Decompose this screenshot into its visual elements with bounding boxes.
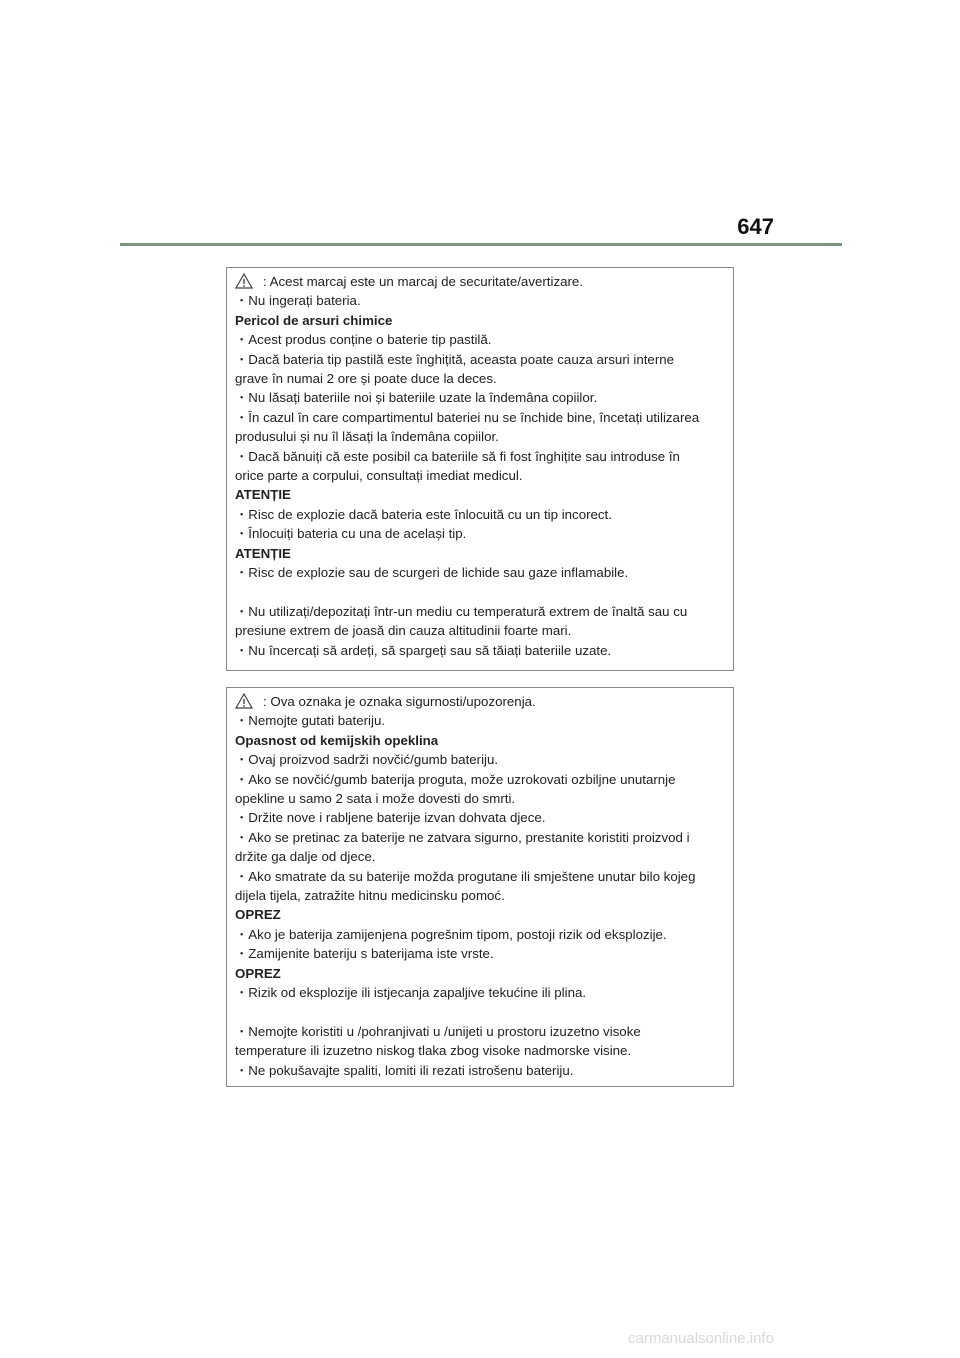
section-heading: ATENȚIE [235,487,291,503]
warning-intro-line: : Acest marcaj este un marcaj de securitate/avertizare. [235,272,733,291]
text-line: produsului și nu îl lăsați la îndemâna copiilor. [235,429,499,445]
text-line: ・Risc de explozie dacă bateria este înlocuită cu un tip incorect. [235,506,612,522]
warning-box-romanian [226,267,734,671]
text-line: ・Ako je baterija zamijenjena pogrešnim tipom, postoji rizik od eksplozije. [235,926,667,942]
text-line: ・Zamijenite bateriju s baterijama iste vrste. [235,946,494,962]
text-line: ・Acest produs conține o baterie tip pastilă. [235,332,492,348]
text-line: ・Risc de explozie sau de scurgeri de lichide sau gaze inflamabile. [235,565,629,581]
section-heading: ATENȚIE [235,545,291,561]
text-line: presiune extrem de joasă din cauza altitudinii foarte mari. [235,623,572,639]
text-line: ・Nu lăsați bateriile noi și bateriile uzate la îndemâna copiilor. [235,390,598,406]
warning-box-croatian [226,687,734,1087]
warning-triangle-icon [235,273,253,289]
text-line: ・Înlocuiți bateria cu una de același tip. [235,526,467,542]
text-line: ・Držite nove i rabljene baterije izvan dohvata djece. [235,810,546,826]
section-heading: OPREZ [235,907,281,923]
text-line: ・Nu utilizați/depozitați într-un mediu cu temperatură extrem de înaltă sau cu [235,603,688,619]
header-rule [120,243,842,246]
spacer [235,583,733,602]
text-line: ・Ako se novčić/gumb baterija proguta, može uzrokovati ozbiljne unutarnje [235,771,676,787]
text-line: grave în numai 2 ore și poate duce la deces. [235,371,497,387]
section-heading: OPREZ [235,965,281,981]
warning-intro-line: : Ova oznaka je oznaka sigurnosti/upozorenja. [235,692,733,711]
section-heading: Opasnost od kemijskih opeklina [235,732,439,748]
text-line: ・Ne pokušavajte spaliti, lomiti ili rezati istrošenu bateriju. [235,1062,574,1078]
spacer [235,1003,733,1022]
text-line: ・În cazul în care compartimentul bateriei nu se închide bine, încetați utilizarea [235,409,700,425]
text-line: ・Nu încercați să ardeți, să spargeți sau să tăiați bateriile uzate. [235,642,612,658]
text-line: ・Rizik od eksplozije ili istjecanja zapaljive tekućine ili plina. [235,985,587,1001]
text-line: ・Dacă bănuiți că este posibil ca bateriile să fi fost înghițite sau introduse în [235,448,680,464]
text-line: ・Nu ingerați bateria. [235,293,361,309]
section-heading: Pericol de arsuri chimice [235,312,393,328]
text-line: ・Ako smatrate da su baterije možda progutane ili smještene unutar bilo kojeg [235,868,696,884]
warning-triangle-icon [235,693,253,709]
text-line: ・Nemojte gutati bateriju. [235,713,386,729]
text-line: temperature ili izuzetno niskog tlaka zbog visoke nadmorske visine. [235,1043,632,1059]
text-line: ・Dacă bateria tip pastilă este înghițită, aceasta poate cauza arsuri interne [235,351,675,367]
text-line: ・Nemojte koristiti u /pohranjivati u /unijeti u prostoru izuzetno visoke [235,1023,641,1039]
text-line: opekline u samo 2 sata i može dovesti do smrti. [235,791,516,807]
text-line: ・Ako se pretinac za baterije ne zatvara sigurno, prestanite koristiti proizvod i [235,829,690,845]
text-line: ・Ovaj proizvod sadrži novčić/gumb bateriju. [235,752,499,768]
footer-watermark: carmanualsonline.info [628,1330,774,1347]
text-line: držite ga dalje od djece. [235,849,376,865]
page-number: 647 [737,214,774,239]
text-line: orice parte a corpului, consultați imediat medicul. [235,468,523,484]
text-line: dijela tijela, zatražite hitnu medicinsku pomoć. [235,888,505,904]
